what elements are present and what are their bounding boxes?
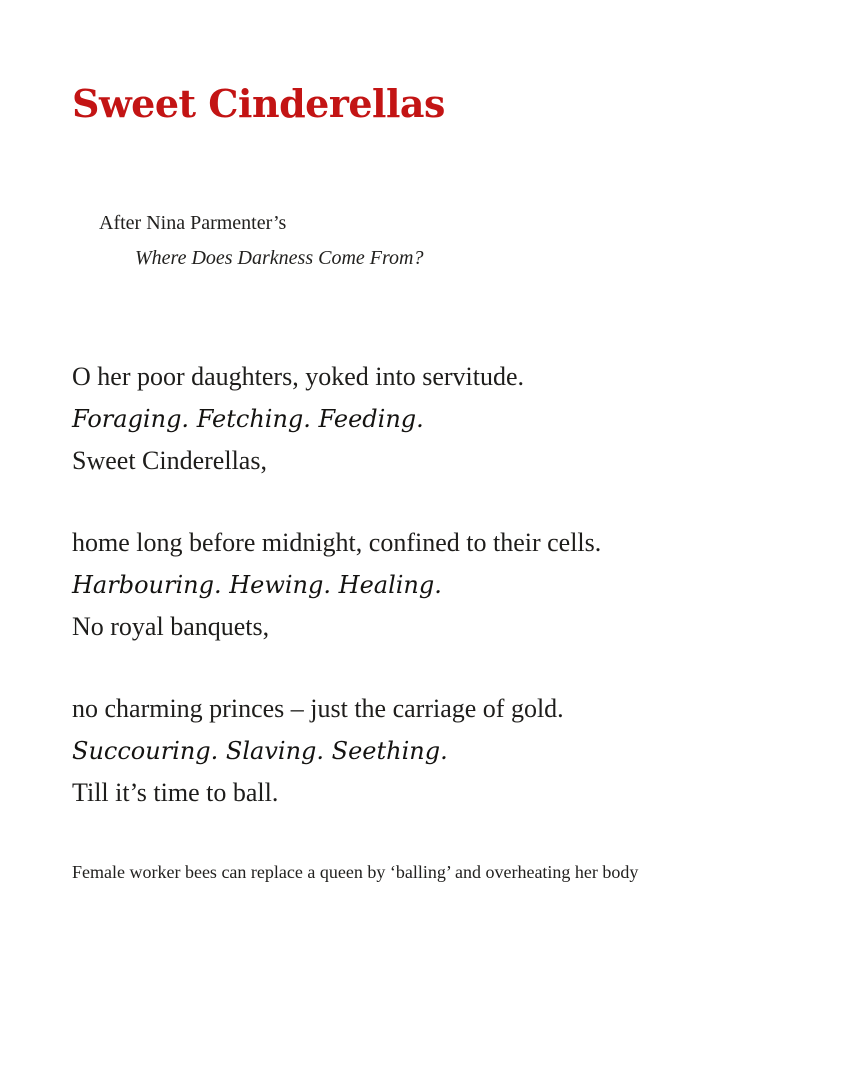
poem-line: no charming princes – just the carriage of gold. bbox=[72, 693, 564, 723]
poem-line-gerunds: Succouring. Slaving. Seething. bbox=[72, 736, 448, 765]
poem-line: O her poor daughters, yoked into servitude. bbox=[72, 361, 525, 391]
epigraph-attribution: After Nina Parmenter’s bbox=[99, 211, 287, 234]
poem-line: No royal banquets, bbox=[72, 611, 270, 641]
poem-line: Sweet Cinderellas, bbox=[72, 445, 267, 475]
poem-line-gerunds: Harbouring. Hewing. Healing. bbox=[72, 570, 442, 599]
poem-line: home long before midnight, confined to their cells. bbox=[72, 527, 602, 557]
poem-title: Sweet Cinderellas bbox=[72, 81, 445, 126]
stanza-2 bbox=[72, 522, 801, 648]
epigraph-source-title: Where Does Darkness Come From? bbox=[135, 246, 424, 269]
footnote: Female worker bees can replace a queen by ‘balling’ and overheating her body bbox=[72, 861, 639, 882]
stanza-1 bbox=[72, 356, 801, 482]
poem-page bbox=[0, 82, 861, 1082]
epigraph bbox=[99, 206, 801, 276]
poem-line-gerunds: Foraging. Fetching. Feeding. bbox=[72, 404, 424, 433]
poem-line: Till it’s time to ball. bbox=[72, 777, 279, 807]
poem-body bbox=[72, 356, 801, 814]
stanza-3 bbox=[72, 688, 801, 814]
